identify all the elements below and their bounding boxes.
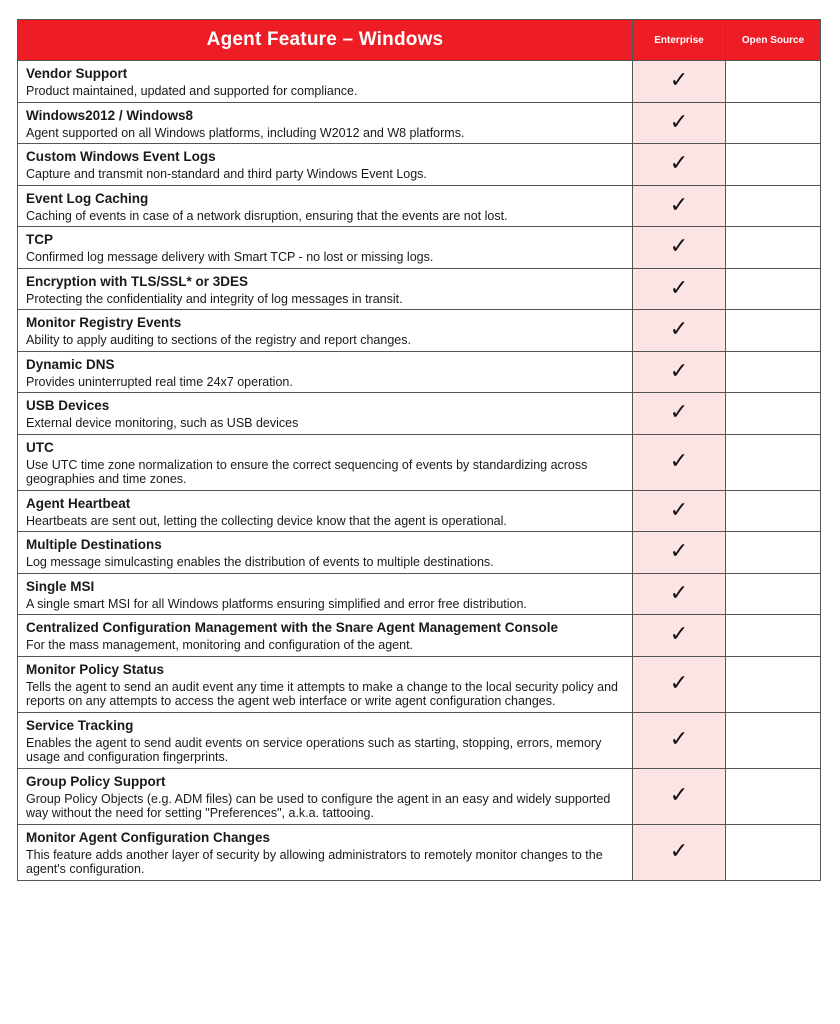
feature-description: This feature adds another layer of security by allowing administrators to remotely monitor changes to the agent's configuration. [26,847,603,876]
enterprise-cell [633,434,726,490]
feature-title: Monitor Registry Events [26,315,182,330]
feature-description: Caching of events in case of a network disruption, ensuring that the events are not lost. [26,208,508,223]
enterprise-cell [633,824,726,880]
feature-cell [18,434,633,490]
checkmark-icon: ✓ [669,234,689,260]
table-row [18,532,821,574]
table-row [18,490,821,532]
checkmark-icon: ✓ [669,68,689,94]
enterprise-cell [633,351,726,393]
open-source-cell [726,393,821,435]
feature-cell [18,351,633,393]
feature-title: Service Tracking [26,717,134,733]
open-source-cell [726,434,821,490]
feature-title: TCP [26,232,53,247]
feature-description: Confirmed log message delivery with Smart TCP - no lost or missing logs. [26,250,434,264]
feature-title: Group Policy Support [26,773,166,789]
open-source-cell [726,573,821,615]
feature-cell [18,310,633,352]
feature-description: Log message simulcasting enables the distribution of events to multiple destinations. [26,555,494,569]
table-row [18,102,821,144]
open-source-cell [726,227,821,269]
feature-cell [18,227,633,269]
feature-rows [18,61,821,881]
feature-description: Agent supported on all Windows platforms, including W2012 and W8 platforms. [26,125,465,140]
enterprise-column-header: Enterprise [633,20,726,61]
table-row [18,434,821,490]
feature-description: Heartbeats are sent out, letting the collecting device know that the agent is operational. [26,513,507,528]
open-source-cell [726,61,821,103]
open-source-cell [726,490,821,532]
feature-cell [18,102,633,144]
feature-cell [18,615,633,657]
checkmark-icon: ✓ [669,497,689,523]
feature-title: Single MSI [26,578,95,594]
checkmark-icon: ✓ [669,109,689,135]
open-source-column-header: Open Source [726,20,821,61]
feature-description: Enables the agent to send audit events on service operations such as starting, stopping, errors, memory usage and configuration fingerprints. [26,735,602,764]
feature-description: Use UTC time zone normalization to ensure the correct sequencing of events by standardizing across geographies and time zones. [26,457,588,486]
open-source-cell [726,712,821,768]
table-row [18,768,821,824]
feature-description: Ability to apply auditing to sections of the registry and report changes. [26,333,411,347]
feature-title: USB Devices [26,398,110,413]
feature-cell [18,768,633,824]
checkmark-icon: ✓ [669,671,689,696]
enterprise-cell [633,61,726,103]
table-row [18,268,821,310]
enterprise-cell [633,310,726,352]
checkmark-icon: ✓ [669,275,689,301]
feature-cell [18,393,633,435]
table-row [18,351,821,393]
open-source-cell [726,532,821,574]
feature-description: Tells the agent to send an audit event any time it attempts to make a change to the local security policy and reports on any attempts to access the agent web interface or write agent configuration changes. [26,679,619,708]
open-source-cell [726,768,821,824]
feature-description: Product maintained, updated and supported for compliance. [26,84,358,98]
table-row [18,61,821,103]
feature-cell [18,532,633,574]
enterprise-cell [633,768,726,824]
feature-cell [18,268,633,310]
feature-description: A single smart MSI for all Windows platforms ensuring simplified and error free distribution. [26,596,527,611]
table-row [18,573,821,615]
open-source-cell [726,351,821,393]
enterprise-cell [633,102,726,144]
feature-cell [18,61,633,103]
feature-title: Encryption with TLS/SSL* or 3DES [26,273,249,289]
feature-cell [18,656,633,712]
table-title: Agent Feature – Windows [18,20,633,61]
enterprise-cell [633,490,726,532]
feature-description: Capture and transmit non-standard and third party Windows Event Logs. [26,167,427,181]
open-source-cell [726,310,821,352]
feature-title: Dynamic DNS [26,356,115,372]
checkmark-icon: ✓ [669,727,689,752]
checkmark-icon: ✓ [669,580,689,606]
feature-cell [18,573,633,615]
open-source-cell [726,185,821,227]
feature-title: Vendor Support [26,66,128,81]
enterprise-cell [633,712,726,768]
open-source-cell [726,268,821,310]
enterprise-cell [633,656,726,712]
feature-description: Group Policy Objects (e.g. ADM files) can be used to configure the agent in an easy and widely supported way without the need for setting "Preferences", a.k.a. tattooing. [26,791,611,820]
feature-description: Protecting the confidentiality and integrity of log messages in transit. [26,291,403,306]
feature-title: Multiple Destinations [26,537,162,552]
feature-title: Monitor Agent Configuration Changes [26,829,270,845]
checkmark-icon: ✓ [669,622,689,648]
feature-cell [18,490,633,532]
enterprise-cell [633,144,726,186]
feature-description: For the mass management, monitoring and configuration of the agent. [26,638,414,652]
table-row [18,393,821,435]
table-row [18,824,821,880]
open-source-cell [726,656,821,712]
table-row [18,615,821,657]
table-row [18,310,821,352]
checkmark-icon: ✓ [669,151,689,177]
feature-title: Custom Windows Event Logs [26,149,216,164]
enterprise-cell [633,227,726,269]
table-row [18,712,821,768]
feature-title: Windows2012 / Windows8 [26,107,194,123]
enterprise-cell [633,393,726,435]
feature-title: Event Log Caching [26,190,149,206]
feature-cell [18,144,633,186]
checkmark-icon: ✓ [669,317,689,343]
checkmark-icon: ✓ [669,839,689,864]
table-row [18,227,821,269]
header-row [18,20,821,61]
checkmark-icon: ✓ [669,400,689,426]
feature-description: Provides uninterrupted real time 24x7 operation. [26,374,293,389]
open-source-cell [726,144,821,186]
open-source-cell [726,824,821,880]
enterprise-cell [633,573,726,615]
feature-title: Monitor Policy Status [26,661,165,677]
checkmark-icon: ✓ [669,449,689,474]
enterprise-cell [633,185,726,227]
table-row [18,185,821,227]
checkmark-icon: ✓ [669,358,689,384]
feature-title: Agent Heartbeat [26,495,131,511]
checkmark-icon: ✓ [669,783,689,808]
table-row [18,656,821,712]
enterprise-cell [633,268,726,310]
open-source-cell [726,102,821,144]
table-row [18,144,821,186]
enterprise-cell [633,532,726,574]
feature-title: UTC [26,439,54,455]
checkmark-icon: ✓ [669,539,689,565]
feature-cell [18,185,633,227]
feature-cell [18,824,633,880]
feature-cell [18,712,633,768]
feature-title: Centralized Configuration Management with the Snare Agent Management Console [26,620,559,635]
feature-description: External device monitoring, such as USB devices [26,416,299,430]
open-source-cell [726,615,821,657]
feature-comparison-table [17,19,821,881]
checkmark-icon: ✓ [669,192,689,218]
enterprise-cell [633,615,726,657]
